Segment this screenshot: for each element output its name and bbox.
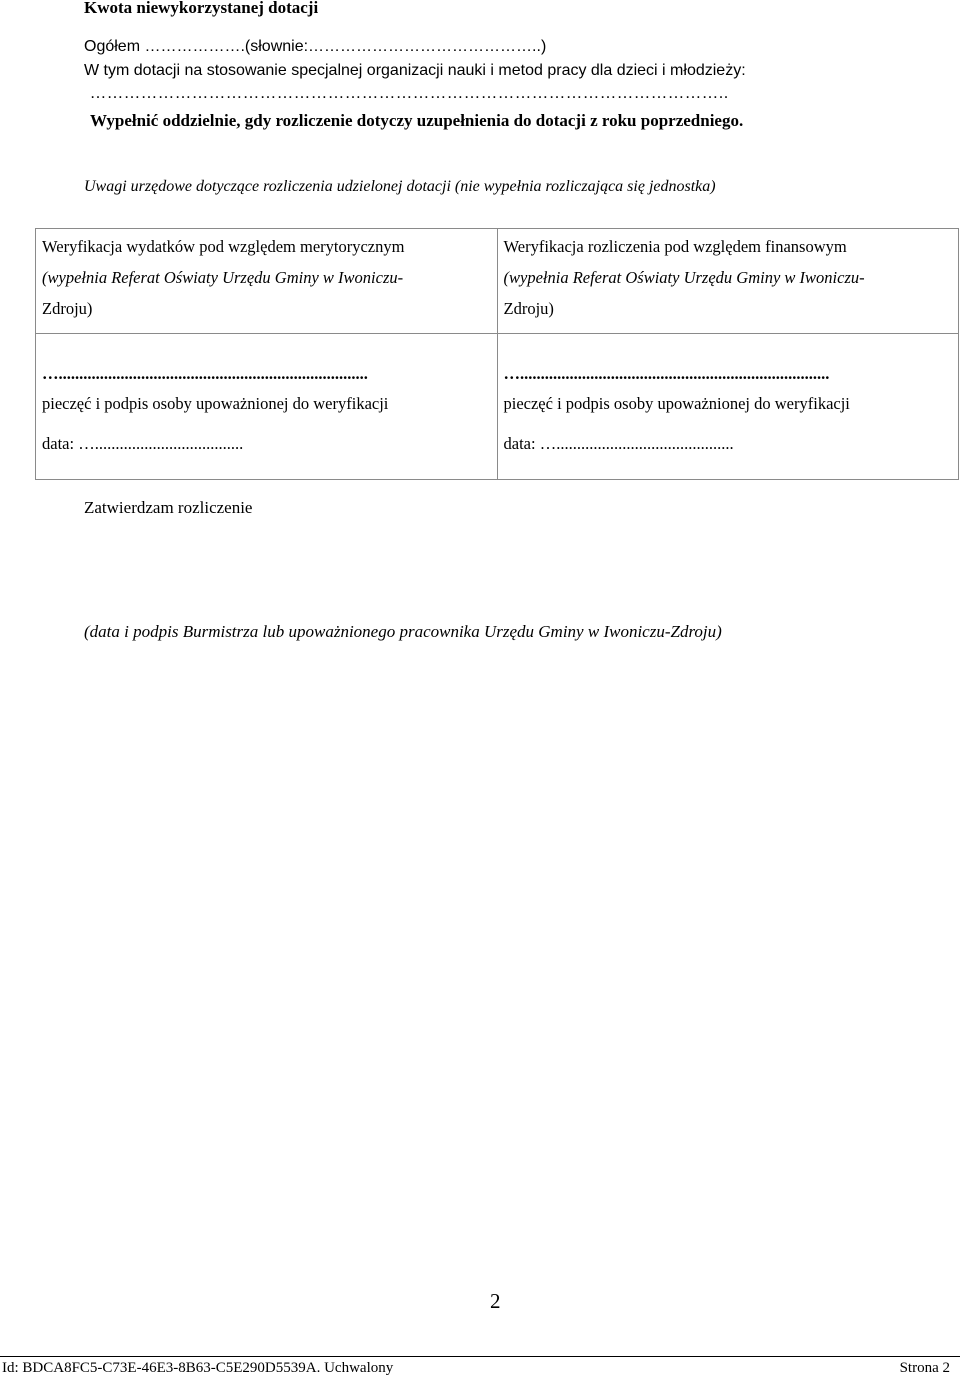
financial-signature-cell — [497, 334, 959, 480]
footer-divider — [0, 1356, 960, 1357]
footer-page-label: Strona 2 — [899, 1360, 950, 1376]
merit-verification-title: Weryfikacja wydatków pod względem merytorycznym — [42, 237, 405, 256]
approval-signature-note: (data i podpis Burmistrza lub upoważnionego pracownika Urzędu Gminy w Iwoniczu-Zdroju) — [84, 622, 722, 641]
verification-signature-row — [36, 334, 959, 480]
financial-signature-dots: …........................................................................... — [503, 364, 830, 383]
dotted-fill-line: ………………………………………………………………………………………………….. — [90, 85, 729, 102]
verification-header-row — [36, 229, 959, 334]
merit-signature-dots: …........................................................................... — [42, 364, 368, 383]
financial-verification-note: (wypełnia Referat Oświaty Urzędu Gminy w Iwoniczu- — [503, 268, 865, 287]
merit-verification-note-cont: Zdroju) — [42, 299, 93, 318]
merit-signature-label: pieczęć i podpis osoby upoważnionej do weryfikacji — [42, 394, 389, 413]
w-tym-line: W tym dotacji na stosowanie specjalnej organizacji nauki i metod pracy dla dzieci i młodzieży: — [84, 62, 746, 79]
financial-verification-cell — [497, 229, 959, 334]
footer-document-id: Id: BDCA8FC5-C73E-46E3-8B63-C5E290D5539A. Uchwalony — [2, 1360, 394, 1376]
ogolem-line: Ogółem ……………….(słownie:……………………………………..) — [84, 38, 547, 55]
financial-verification-title: Weryfikacja rozliczenia pod względem finansowym — [503, 237, 847, 256]
page-number: 2 — [490, 1289, 501, 1313]
official-remarks-heading: Uwagi urzędowe dotyczące rozliczenia udzielonej dotacji (nie wypełnia rozliczająca się jednostka) — [84, 178, 716, 195]
merit-signature-cell — [36, 334, 498, 480]
financial-date-label: data: …........................................... — [503, 434, 734, 453]
merit-verification-cell — [36, 229, 498, 334]
financial-verification-note-cont: Zdroju) — [503, 299, 554, 318]
section-heading: Kwota niewykorzystanej dotacji — [84, 0, 319, 17]
fill-instruction-note: Wypełnić oddzielnie, gdy rozliczenie dotyczy uzupełnienia do dotacji z roku poprzedniego. — [90, 111, 744, 130]
approval-label: Zatwierdzam rozliczenie — [84, 498, 253, 517]
verification-table — [35, 228, 959, 480]
merit-verification-note: (wypełnia Referat Oświaty Urzędu Gminy w Iwoniczu- — [42, 268, 404, 287]
merit-date-label: data: ….................................... — [42, 434, 244, 453]
financial-signature-label: pieczęć i podpis osoby upoważnionej do weryfikacji — [503, 394, 850, 413]
